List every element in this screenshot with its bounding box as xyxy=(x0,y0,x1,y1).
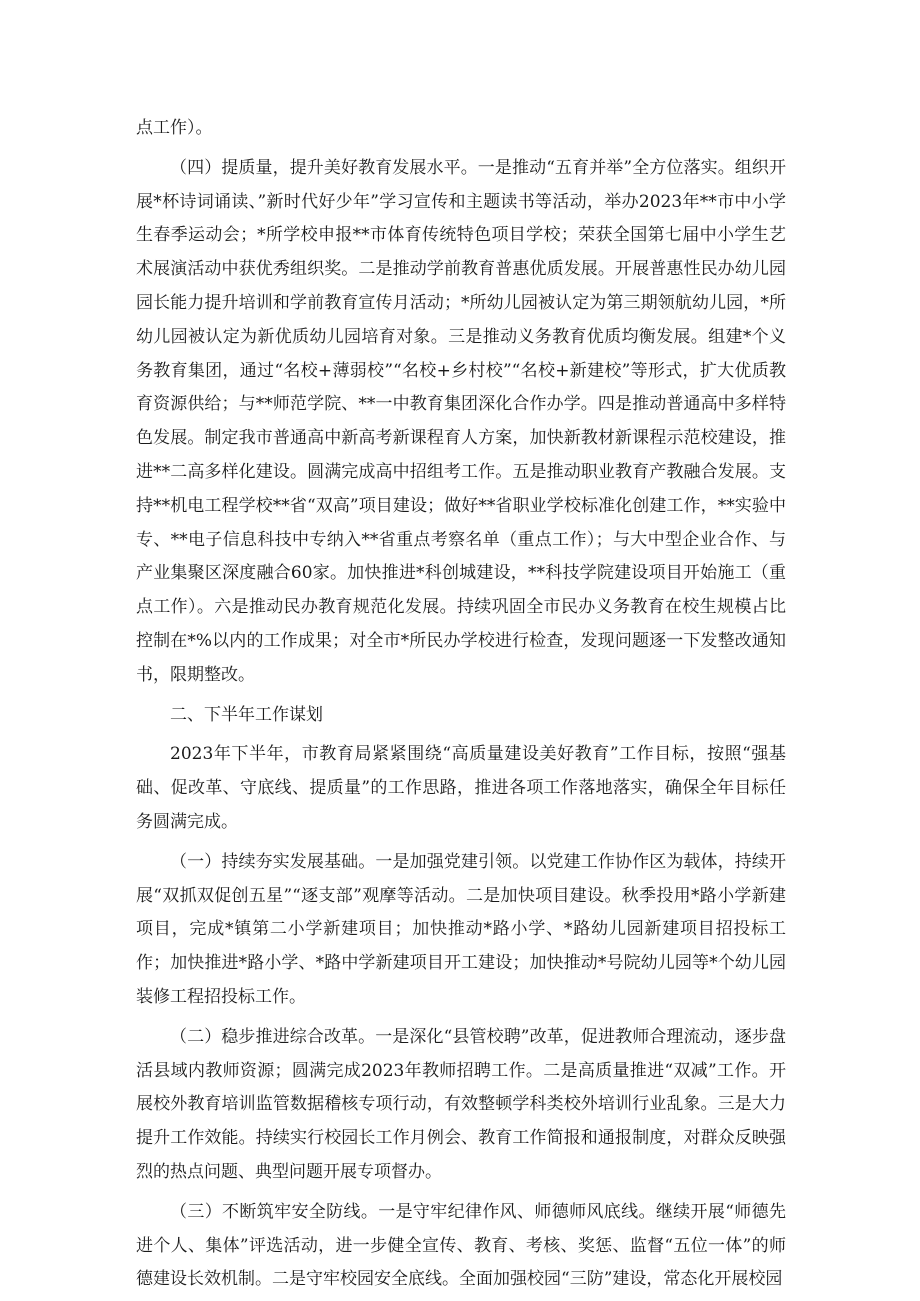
paragraph-second-half-overview: 2023年下半年，市教育局紧紧围绕“高质量建设美好教育”工作目标，按照“强基础、促改革、守底线、提质量”的工作思路，推进各项工作落地落实，确保全年目标任务圆满完成。 xyxy=(136,744,786,832)
paragraph-quality-improvement: （四）提质量，提升美好教育发展水平。一是推动“五育并举”全方位落实。组织开展*杯诗词诵读、”新时代好少年”学习宣传和主题读书等活动，举办2023年**市中小学生春季运动会；*所学校申报**市体育传统特色项目学校；荣获全国第七届中小学生艺术展演活动中获优秀组织奖。二是推动学前教育普惠优质发展。开展普惠性民办幼儿园园长能力提升培训和学前教育宣传月活动；*所幼儿园被认定为第三期领航幼儿园，*所幼儿园被认定为新优质幼儿园培育对象。三是推动义务教育优质均衡发展。组建*个义务教育集团，通过“名校+薄弱校”“名校+乡村校”“名校+新建校”等形式，扩大优质教育资源供给；与**师范学院、**一中教育集团深化合作办学。四是推动普通高中多样特色发展。制定我市普通高中新高考新课程育人方案，加快新教材新课程示范校建设，推进**二高多样化建设。圆满完成高中招组考工作。五是推动职业教育产教融合发展。支持**机电工程学校**省“双高”项目建设；做好**省职业学校标准化创建工作，**实验中专、**电子信息科技中专纳入**省重点考察名单（重点工作）；与大中型企业合作、与产业集聚区深度融合60家。加快推进*科创城建设，**科技学院建设项目开始施工（重点工作）。六是推动民办教育规范化发展。持续巩固全市民办义务教育在校生规模占比控制在*%以内的工作成果；对全市*所民办学校进行检查，发现问题逐一下发整改通知书，限期整改。 xyxy=(136,157,786,685)
paragraph-safety-defense: （三）不断筑牢安全防线。一是守牢纪律作风、师德师风底线。继续开展“师德先进个人、集体”评选活动，进一步健全宣传、教育、考核、奖惩、监督“五位一体”的师德建设长效机制。二是守牢校园安全底线。全面加强校园“三防”建设，常态化开展校园 xyxy=(136,1201,786,1290)
document-page xyxy=(136,112,786,1297)
section-heading-second-half-plan: 二、下半年工作谋划 xyxy=(170,704,323,725)
paragraph-advance-reform: （二）稳步推进综合改革。一是深化“县管校聘”改革，促进教师合理流动，逐步盘活县域内教师资源；圆满完成2023年教师招聘工作。二是高质量推进“双减”工作。开展校外教育培训监管数据稽核专项行动，有效整顿学科类校外培训行业乱象。三是大力提升工作效能。持续实行校园长工作月例会、教育工作简报和通报制度，对群众反映强烈的热点问题、典型问题开展专项督办。 xyxy=(136,1026,786,1182)
paragraph-continuation: 点工作）。 xyxy=(136,118,213,138)
paragraph-consolidate-foundation: （一）持续夯实发展基础。一是加强党建引领。以党建工作协作区为载体，持续开展“双抓双促创五星”“逐支部”观摩等活动。二是加快项目建设。秋季投用*路小学新建项目，完成*镇第二小学新建项目；加快推动*路小学、*路幼儿园新建项目招投标工作；加快推进*路小学、*路中学新建项目开工建设；加快推动*号院幼儿园等*个幼儿园装修工程招投标工作。 xyxy=(136,851,786,1007)
